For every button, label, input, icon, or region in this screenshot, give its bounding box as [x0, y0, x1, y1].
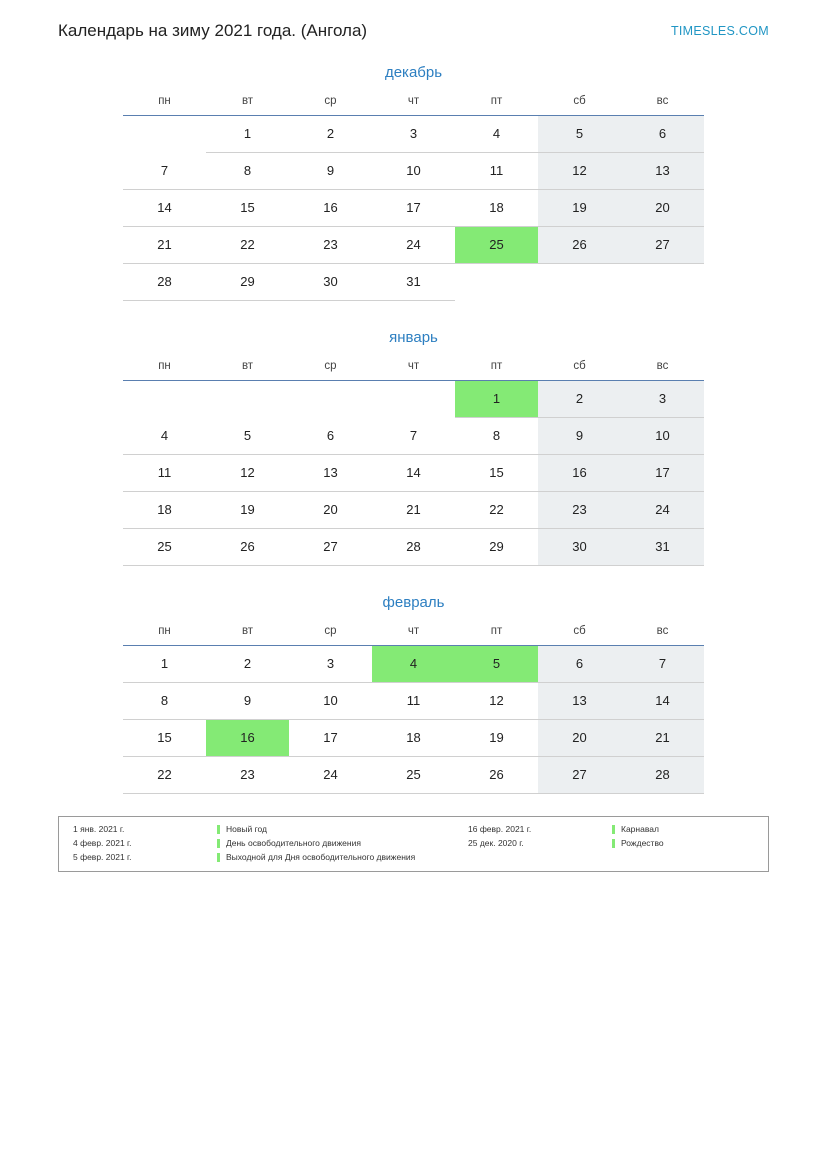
calendar-week-row [123, 720, 704, 757]
legend-color-swatch-icon [612, 825, 615, 834]
calendar-day[interactable] [206, 683, 289, 720]
calendar-day[interactable] [206, 757, 289, 794]
weekday-tue: вт [206, 360, 289, 381]
weekday-mon: пн [123, 360, 206, 381]
day-number: 15 [489, 465, 504, 480]
calendar-day[interactable] [455, 492, 538, 529]
weekday-wed: ср [289, 95, 372, 116]
calendar-day[interactable] [372, 227, 455, 264]
calendar-day[interactable] [538, 455, 621, 492]
calendar-day[interactable] [538, 190, 621, 227]
calendar-day[interactable] [206, 264, 289, 301]
calendar-day[interactable] [289, 190, 372, 227]
calendar-week-row [123, 683, 704, 720]
calendar-table-january [123, 360, 704, 566]
calendar-week-row [123, 153, 704, 190]
day-number: 12 [489, 693, 504, 708]
calendar-day[interactable] [123, 646, 206, 683]
legend-color-swatch-icon [217, 839, 220, 848]
weekday-tue: вт [206, 95, 289, 116]
calendar-table-february [123, 625, 704, 794]
calendar-day-holiday[interactable] [455, 381, 538, 418]
legend-holiday-name: День освободительного движения [226, 838, 361, 848]
day-number: 20 [572, 730, 587, 745]
calendar-day[interactable] [289, 227, 372, 264]
weekday-mon: пн [123, 625, 206, 646]
day-number: 11 [157, 465, 172, 480]
day-number: 21 [406, 502, 421, 517]
day-number: 25 [406, 767, 421, 782]
day-number: 25 [157, 539, 172, 554]
day-number: 1 [160, 656, 169, 671]
weekday-thu: чт [372, 95, 455, 116]
day-number: 23 [240, 767, 255, 782]
day-number: 15 [157, 730, 172, 745]
day-number: 12 [572, 163, 587, 178]
month-block-february [0, 594, 827, 794]
day-number: 14 [157, 200, 172, 215]
calendar-day[interactable] [455, 720, 538, 757]
day-number: 12 [240, 465, 255, 480]
calendar-day[interactable] [621, 492, 704, 529]
calendar-cell-empty [206, 381, 289, 418]
day-number: 2 [575, 391, 584, 406]
weekday-fri: пт [455, 95, 538, 116]
day-number: 16 [240, 730, 255, 745]
calendar-week-row [123, 264, 704, 301]
day-number: 24 [406, 237, 421, 252]
day-number: 23 [572, 502, 587, 517]
calendar-day[interactable] [621, 646, 704, 683]
day-number: 3 [326, 656, 335, 671]
calendar-body [123, 381, 704, 566]
calendar-day[interactable] [289, 153, 372, 190]
calendar-day[interactable] [538, 529, 621, 566]
calendar-day[interactable] [455, 153, 538, 190]
day-number: 14 [655, 693, 670, 708]
calendar-day[interactable] [206, 190, 289, 227]
calendar-day[interactable] [538, 381, 621, 418]
weekday-thu: чт [372, 360, 455, 381]
calendar-day[interactable] [455, 455, 538, 492]
day-number: 4 [160, 427, 169, 443]
day-number: 6 [658, 126, 667, 141]
day-number: 9 [575, 428, 584, 443]
holiday-legend [58, 816, 769, 872]
day-number: 19 [572, 200, 587, 215]
calendar-day[interactable] [455, 529, 538, 566]
calendar-day[interactable] [289, 492, 372, 529]
calendar-cell-empty [123, 381, 206, 418]
calendar-day[interactable] [206, 418, 289, 455]
legend-color-swatch-icon [217, 853, 220, 862]
legend-date: 16 февр. 2021 г. [468, 824, 532, 834]
calendar-week-row [123, 190, 704, 227]
calendar-week-row [123, 227, 704, 264]
calendar-cell-empty [621, 264, 704, 301]
weekday-wed: ср [289, 625, 372, 646]
calendar-week-row [123, 116, 704, 153]
calendar-day[interactable] [206, 116, 289, 153]
legend-column-left [67, 824, 462, 863]
calendar-day[interactable] [372, 757, 455, 794]
day-number: 22 [157, 767, 172, 782]
calendar-day[interactable] [123, 190, 206, 227]
legend-date: 4 февр. 2021 г. [73, 838, 132, 848]
calendar-day[interactable] [621, 116, 704, 153]
calendar-week-row [123, 492, 704, 529]
calendar-body [123, 646, 704, 794]
calendar-week-row [123, 529, 704, 566]
weekday-header-row [123, 360, 704, 381]
calendar-day[interactable] [123, 264, 206, 301]
month-block-december [0, 64, 827, 301]
day-number: 17 [406, 200, 421, 215]
day-number: 10 [406, 163, 421, 178]
calendar-day[interactable] [538, 492, 621, 529]
day-number: 15 [240, 200, 255, 215]
day-number: 11 [406, 693, 421, 708]
calendar-day-holiday[interactable] [455, 646, 538, 683]
weekday-sun: вс [621, 360, 704, 381]
legend-item [67, 852, 462, 863]
legend-item [462, 824, 760, 835]
day-number: 16 [572, 465, 587, 480]
weekday-header-row [123, 625, 704, 646]
calendar-day[interactable] [621, 757, 704, 794]
calendar-day[interactable] [123, 418, 206, 455]
legend-date: 1 янв. 2021 г. [73, 824, 125, 834]
day-number: 6 [575, 656, 584, 671]
day-number: 23 [323, 237, 338, 252]
calendar-day[interactable] [206, 153, 289, 190]
day-number: 8 [492, 428, 501, 443]
day-number: 24 [655, 502, 670, 517]
day-number: 7 [409, 427, 418, 443]
calendar-day-holiday[interactable] [206, 720, 289, 757]
day-number: 13 [323, 465, 338, 480]
calendar-cell-empty [289, 381, 372, 418]
day-number: 14 [406, 465, 421, 480]
day-number: 31 [655, 539, 670, 554]
day-number: 3 [658, 391, 667, 406]
day-number: 10 [655, 428, 670, 443]
calendar-week-row [123, 418, 704, 455]
calendar-day[interactable] [289, 455, 372, 492]
calendar-day[interactable] [372, 153, 455, 190]
day-number: 29 [240, 274, 255, 289]
day-number: 8 [160, 693, 169, 708]
day-number: 3 [409, 126, 418, 141]
day-number: 8 [243, 163, 252, 178]
day-number: 26 [489, 767, 504, 782]
calendar-day[interactable] [621, 418, 704, 455]
calendar-day[interactable] [289, 683, 372, 720]
calendar-week-row [123, 455, 704, 492]
day-number: 26 [240, 539, 255, 554]
day-number: 22 [489, 502, 504, 517]
legend-item [67, 824, 462, 835]
calendar-table-december [123, 95, 704, 301]
weekday-fri: пт [455, 625, 538, 646]
weekday-sat: сб [538, 625, 621, 646]
calendar-day[interactable] [621, 190, 704, 227]
calendar-day[interactable] [621, 683, 704, 720]
calendar-day[interactable] [372, 720, 455, 757]
day-number: 17 [655, 465, 670, 480]
weekday-sun: вс [621, 625, 704, 646]
calendar-day[interactable] [289, 720, 372, 757]
weekday-tue: вт [206, 625, 289, 646]
calendar-week-row [123, 381, 704, 418]
weekday-sat: сб [538, 360, 621, 381]
calendar-day[interactable] [538, 757, 621, 794]
day-number: 29 [489, 539, 504, 554]
legend-color-swatch-icon [217, 825, 220, 834]
month-name: февраль [382, 594, 445, 611]
calendar-day[interactable] [289, 116, 372, 153]
calendar-day[interactable] [538, 646, 621, 683]
legend-item [462, 838, 760, 849]
day-number: 22 [240, 237, 255, 252]
day-number: 7 [658, 656, 667, 671]
day-number: 9 [243, 693, 252, 708]
calendar-day[interactable] [621, 529, 704, 566]
calendar-day[interactable] [289, 418, 372, 455]
weekday-thu: чт [372, 625, 455, 646]
day-number: 4 [492, 126, 501, 141]
calendar-day[interactable] [538, 116, 621, 153]
day-number: 28 [406, 539, 421, 554]
day-number: 19 [240, 502, 255, 517]
calendar-day[interactable] [123, 720, 206, 757]
day-number: 16 [323, 200, 338, 215]
calendar-day[interactable] [455, 757, 538, 794]
calendar-day[interactable] [372, 492, 455, 529]
calendar-day[interactable] [123, 227, 206, 264]
calendar-day[interactable] [123, 153, 206, 190]
day-number: 21 [157, 237, 172, 252]
legend-item [67, 838, 462, 849]
day-number: 13 [655, 163, 670, 178]
day-number: 30 [323, 274, 338, 289]
calendar-day[interactable] [621, 455, 704, 492]
day-number: 26 [572, 237, 587, 252]
calendar-day[interactable] [621, 153, 704, 190]
day-number: 19 [489, 730, 504, 745]
calendar-day[interactable] [123, 529, 206, 566]
month-name: декабрь [384, 64, 443, 81]
legend-column-right [462, 824, 760, 863]
calendar-day[interactable] [289, 529, 372, 566]
day-number: 25 [489, 237, 504, 252]
calendar-day-holiday[interactable] [372, 646, 455, 683]
calendar-day[interactable] [123, 492, 206, 529]
calendar-day[interactable] [206, 492, 289, 529]
day-number: 27 [323, 539, 338, 554]
calendar-day[interactable] [372, 418, 455, 455]
legend-date: 5 февр. 2021 г. [73, 852, 132, 862]
calendar-day[interactable] [538, 418, 621, 455]
day-number: 5 [575, 126, 584, 141]
calendar-day[interactable] [123, 683, 206, 720]
calendar-day[interactable] [455, 418, 538, 455]
calendar-day[interactable] [206, 646, 289, 683]
day-number: 2 [326, 126, 335, 141]
day-number: 24 [323, 767, 338, 782]
day-number: 7 [160, 162, 169, 178]
day-number: 1 [492, 391, 501, 406]
calendar-cell-empty [372, 381, 455, 418]
legend-holiday-name: Новый год [226, 824, 268, 834]
calendar-day[interactable] [621, 720, 704, 757]
calendar-day[interactable] [455, 683, 538, 720]
month-name: январь [389, 329, 438, 346]
calendar-day[interactable] [372, 455, 455, 492]
calendar-day-holiday[interactable] [455, 227, 538, 264]
day-number: 2 [243, 656, 252, 671]
weekday-sat: сб [538, 95, 621, 116]
day-number: 30 [572, 539, 587, 554]
page-title: Календарь на зиму 2021 года. (Ангола) [58, 21, 368, 40]
site-brand-link[interactable]: TIMESLES.COM [670, 24, 769, 38]
calendar-day[interactable] [289, 757, 372, 794]
calendar-day[interactable] [455, 116, 538, 153]
day-number: 20 [655, 200, 670, 215]
day-number: 31 [406, 274, 421, 289]
day-number: 18 [489, 200, 504, 215]
day-number: 4 [409, 656, 418, 671]
calendar-body [123, 116, 704, 301]
calendar-cell-empty [123, 116, 206, 153]
calendar-day[interactable] [372, 683, 455, 720]
calendar-day[interactable] [538, 153, 621, 190]
calendar-day[interactable] [455, 190, 538, 227]
day-number: 18 [157, 502, 172, 517]
day-number: 28 [655, 767, 670, 782]
day-number: 17 [323, 730, 338, 745]
weekday-header-row [123, 95, 704, 116]
day-number: 6 [326, 427, 335, 443]
day-number: 11 [489, 163, 504, 178]
day-number: 27 [655, 237, 670, 252]
day-number: 1 [243, 126, 252, 141]
calendar-day[interactable] [206, 455, 289, 492]
calendar-day[interactable] [123, 455, 206, 492]
legend-holiday-name: Выходной для Дня освободительного движения [226, 852, 416, 862]
day-number: 5 [243, 427, 252, 443]
calendar-day[interactable] [621, 227, 704, 264]
weekday-wed: ср [289, 360, 372, 381]
calendar-day[interactable] [372, 116, 455, 153]
calendar-day[interactable] [123, 757, 206, 794]
legend-holiday-name: Карнавал [621, 824, 659, 834]
day-number: 18 [406, 730, 421, 745]
weekday-fri: пт [455, 360, 538, 381]
calendar-day[interactable] [206, 529, 289, 566]
legend-date: 25 дек. 2020 г. [468, 838, 524, 848]
calendar-day[interactable] [206, 227, 289, 264]
calendar-day[interactable] [372, 529, 455, 566]
day-number: 21 [655, 730, 670, 745]
calendar-week-row [123, 646, 704, 683]
calendar-day[interactable] [538, 683, 621, 720]
day-number: 28 [157, 274, 172, 289]
calendar-cell-empty [455, 264, 538, 301]
calendar-day[interactable] [289, 264, 372, 301]
day-number: 20 [323, 502, 338, 517]
month-block-january [0, 329, 827, 566]
calendar-day[interactable] [621, 381, 704, 418]
legend-holiday-name: Рождество [621, 838, 664, 848]
calendar-day[interactable] [372, 264, 455, 301]
calendar-day[interactable] [538, 720, 621, 757]
calendar-day[interactable] [289, 646, 372, 683]
day-number: 5 [492, 656, 501, 671]
day-number: 13 [572, 693, 587, 708]
day-number: 9 [326, 163, 335, 178]
day-number: 10 [323, 693, 338, 708]
weekday-mon: пн [123, 95, 206, 116]
calendar-week-row [123, 757, 704, 794]
day-number: 27 [572, 767, 587, 782]
calendar-cell-empty [538, 264, 621, 301]
legend-color-swatch-icon [612, 839, 615, 848]
calendar-day[interactable] [372, 190, 455, 227]
weekday-sun: вс [621, 95, 704, 116]
page-header [0, 0, 827, 42]
months-container [0, 64, 827, 794]
calendar-day[interactable] [538, 227, 621, 264]
